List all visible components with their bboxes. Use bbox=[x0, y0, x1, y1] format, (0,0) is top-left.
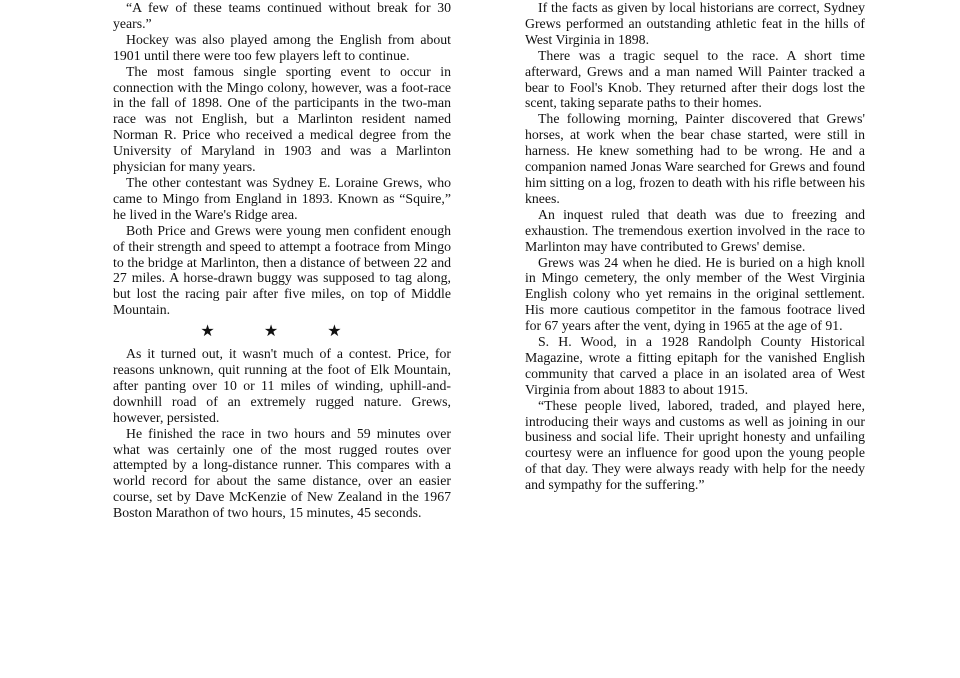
right-paragraph-4: An inquest ruled that death was due to freezing and exhaustion. The tremendous exertion involved in the race to Marlinton may have contributed to Grews' demise. bbox=[525, 206, 865, 254]
left-paragraph-5: Both Price and Grews were young men confident enough of their strength and speed to attempt a footrace from Mingo to the bridge at Marlinton, then a distance of between 22 and 27 miles. A horse-drawn buggy was supposed to tag along, but lost the racing pair after five miles, on top of Middle Mountain. bbox=[113, 222, 451, 318]
left-paragraph-7: He finished the race in two hours and 59 minutes over what was certainly one of the most rugged routes over attempted by a long-distance runner. This compares with a world record for about the same distance, over an easier course, set by Dave McKenzie of New Zealand in the 1967 Boston Marathon of two hours, 15 minutes, 45 seconds. bbox=[113, 425, 451, 521]
left-paragraph-6: As it turned out, it wasn't much of a contest. Price, for reasons unknown, quit running at the foot of Elk Mountain, after panting over 10 or 11 miles of winding, uphill-and-downhill road of an extremely rugged nature. Grews, however, persisted. bbox=[113, 346, 451, 425]
right-paragraph-7: “These people lived, labored, traded, and played here, introducing their ways and customs as well as joining in our business and social life. Their upright honesty and unfailing courtesy were an influence for good upon the young people of that day. They were always ready with help for the needy and sympathy for the suffering.” bbox=[525, 397, 865, 493]
right-paragraph-1: If the facts as given by local historians are correct, Sydney Grews performed an outstanding athletic feat in the hills of West Virginia in 1898. bbox=[525, 0, 865, 47]
left-paragraph-1: “A few of these teams continued without break for 30 years.” bbox=[113, 0, 451, 31]
section-separator-stars: ★ ★ ★ bbox=[200, 321, 364, 341]
right-paragraph-2: There was a tragic sequel to the race. A short time afterward, Grews and a man named Will Painter tracked a bear to Fool's Knob. They returned after their dogs lost the scent, taking separate paths to their homes. bbox=[525, 47, 865, 111]
left-paragraph-2: Hockey was also played among the English from about 1901 until there were too few players left to continue. bbox=[113, 31, 451, 63]
left-paragraph-3: The most famous single sporting event to occur in connection with the Mingo colony, however, was a foot-race in the fall of 1898. One of the participants in the two-man race was not English, but a Marlinton resident named Norman R. Price who received a medical degree from the University of Maryland in 1903 and was a Marlinton physician for many years. bbox=[113, 63, 451, 175]
right-paragraph-6: S. H. Wood, in a 1928 Randolph County Historical Magazine, wrote a fitting epitaph for the vanished English community that carved a place in an isolated area of West Virginia from about 1883 to about 1915. bbox=[525, 334, 865, 397]
right-paragraph-3: The following morning, Painter discovered that Grews' horses, at work when the bear chase started, were still in harness. He knew something had to be wrong. He and a companion named Jonas Ware searched for Grews and found him sitting on a log, frozen to death with his rifle between his knees. bbox=[525, 111, 865, 206]
left-column bbox=[113, 0, 451, 521]
right-paragraph-5: Grews was 24 when he died. He is buried on a high knoll in Mingo cemetery, the only member of the West Virginia English colony who yet remains in the original settlement. His more cautious competitor in the famous footrace lived for 67 years after the vent, dying in 1965 at the age of 91. bbox=[525, 254, 865, 334]
right-column bbox=[525, 0, 865, 493]
left-paragraph-4: The other contestant was Sydney E. Loraine Grews, who came to Mingo from England in 1893. Known as “Squire,” he lived in the Ware's Ridge area. bbox=[113, 174, 451, 222]
